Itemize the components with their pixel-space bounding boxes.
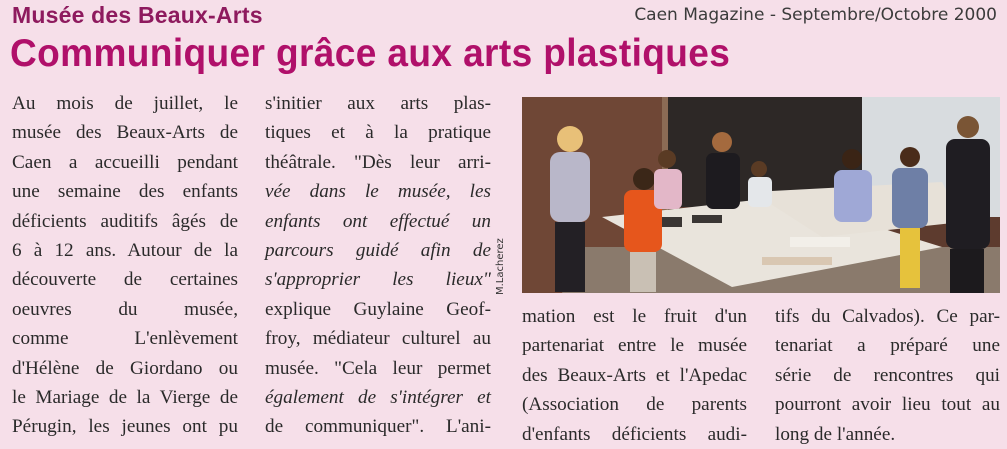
text-line: des Beaux-Arts et l'Apedac	[522, 364, 747, 386]
text-line: vée dans le musée, les	[265, 181, 491, 203]
text-line: (Association de parents	[522, 394, 747, 416]
text-line: pourront avoir lieu tout au	[775, 394, 1000, 416]
text-line: d'Hélène de Giordano ou	[12, 357, 238, 379]
text-line: également de s'intégrer et	[265, 386, 491, 408]
text-line: Pérugin, les jeunes ont pu	[12, 416, 238, 438]
section-heading: Musée des Beaux-Arts	[12, 2, 263, 28]
text-line: musée. "Cela leur permet	[265, 357, 491, 379]
article-title: Communiquer grâce aux arts plastiques	[10, 32, 731, 75]
text-line: d'enfants déficients audi-	[522, 423, 747, 445]
text-line: le Mariage de la Vierge de	[12, 386, 238, 408]
text-line: oeuvres du musée,	[12, 298, 238, 320]
text-line: tifs du Calvados). Ce par-	[775, 306, 1000, 327]
text-line: comme L'enlèvement	[12, 328, 238, 350]
text-line: enfants ont effectué un	[265, 210, 491, 232]
text-line: musée des Beaux-Arts de	[12, 122, 238, 144]
text-line: long de l'année.	[775, 423, 896, 445]
text-line: partenariat entre le musée	[522, 335, 747, 357]
article-column-1	[12, 89, 238, 442]
text-line: Au mois de juillet, le	[12, 93, 238, 114]
text-line: froy, médiateur culturel au	[265, 328, 491, 350]
text-line: de communiquer". L'ani-	[265, 416, 491, 438]
text-line: 6 à 12 ans. Autour de la	[12, 239, 238, 261]
text-line: s'approprier les lieux"	[265, 269, 491, 291]
text-line: une semaine des enfants	[12, 181, 238, 203]
magazine-issue: Caen Magazine - Septembre/Octobre 2000	[634, 5, 997, 25]
text-line: parcours guidé afin de	[265, 239, 491, 261]
article-column-4	[775, 302, 1000, 449]
text-line: s'initier aux arts plas-	[265, 93, 491, 114]
text-line: déficients auditifs âgés de	[12, 210, 238, 232]
text-line: mation est le fruit d'un	[522, 306, 747, 327]
photo-credit: M.Lacherez	[495, 238, 506, 295]
text-line: tiques et à la pratique	[265, 122, 491, 144]
text-line: théâtrale. "Dès leur arri-	[265, 151, 491, 173]
text-line: série de rencontres qui	[775, 364, 1000, 386]
classroom-photo-illustration	[522, 97, 1000, 293]
article-column-2	[265, 89, 491, 442]
text-line: tenariat a préparé une	[775, 335, 1000, 357]
text-line: découverte de certaines	[12, 269, 238, 291]
article-column-3	[522, 302, 747, 449]
article-photo	[522, 97, 1000, 293]
text-line: Caen a accueilli pendant	[12, 151, 238, 173]
text-line: explique Guylaine Geof-	[265, 298, 491, 320]
